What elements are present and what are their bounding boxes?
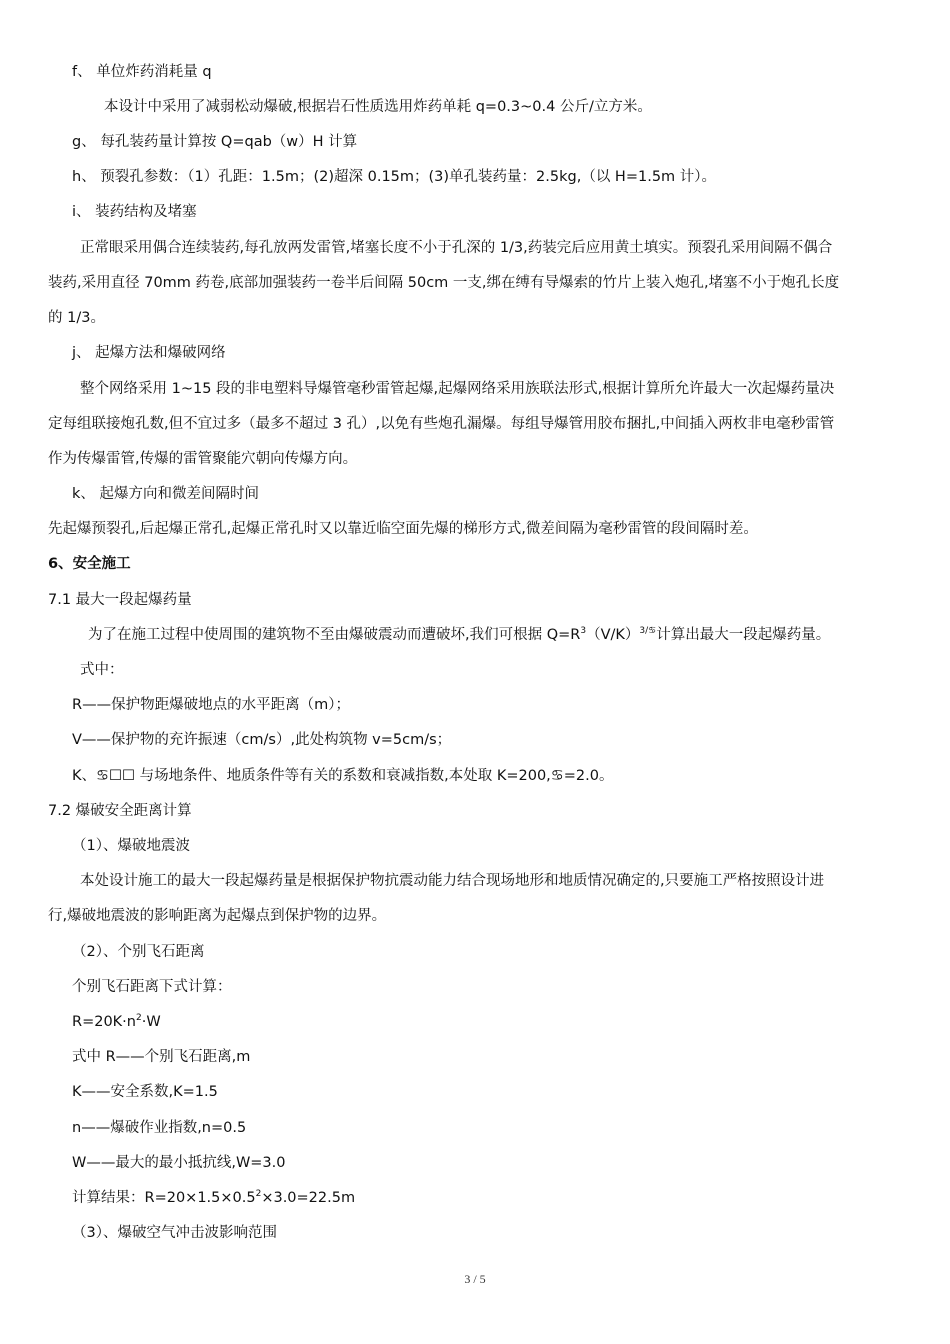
item-j-body-line-3: 作为传爆雷管,传爆的雷管聚能穴朝向传爆方向。 bbox=[48, 451, 358, 467]
formula-part: ·W bbox=[141, 1014, 161, 1030]
subsection-2-heading: （2）、个别飞石距离 bbox=[72, 944, 205, 960]
item-f-body: 本设计中采用了减弱松动爆破,根据岩石性质选用炸药单耗 q=0.3~0.4 公斤/立方米。 bbox=[104, 99, 652, 115]
definition-v: V——保护物的充许振速（cm/s）,此处构筑物 v=5cm/s； bbox=[72, 732, 452, 748]
item-i-heading: i、 装药结构及堵塞 bbox=[72, 204, 197, 220]
result-part: ×3.0=22.5m bbox=[261, 1190, 356, 1206]
subsection-3-heading: （3）、爆破空气冲击波影响范围 bbox=[72, 1225, 277, 1241]
item-i-body-line-3: 的 1/3。 bbox=[48, 310, 105, 326]
item-k-body: 先起爆预裂孔,后起爆正常孔,起爆正常孔时又以靠近临空面先爆的梯形方式,微差间隔为毫秒雷管的段间隔时差。 bbox=[48, 521, 758, 537]
section-7-2-heading: 7.2 爆破安全距离计算 bbox=[48, 803, 192, 819]
item-j-heading: j、 起爆方法和爆破网络 bbox=[72, 345, 226, 361]
superscript: 3 bbox=[580, 626, 587, 637]
definition-n: n——爆破作业指数,n=0.5 bbox=[72, 1120, 247, 1136]
definition-w: W——最大的最小抵抗线,W=3.0 bbox=[72, 1155, 286, 1171]
subsection-1-body-line-2: 行,爆破地震波的影响距离为起爆点到保护物的边界。 bbox=[48, 908, 387, 924]
superscript: 2 bbox=[255, 1189, 262, 1200]
section-7-1-body bbox=[88, 625, 830, 645]
body-text-part: 计算出最大一段起爆药量。 bbox=[656, 627, 831, 643]
subsection-2-intro: 个别飞石距离下式计算： bbox=[72, 979, 232, 995]
item-j-body-line-2: 定每组联接炮孔数,但不宜过多（最多不超过 3 孔）,以免有些炮孔漏爆。每组导爆管用胶布捆扎,中间插入两枚非电毫秒雷管 bbox=[48, 416, 835, 432]
body-text-part: （V/K） bbox=[586, 627, 640, 643]
subsection-1-body-line-1: 本处设计施工的最大一段起爆药量是根据保护物抗震动能力结合现场地形和地质情况确定的,只要施工严格按照设计进 bbox=[80, 873, 825, 889]
where-label: 式中： bbox=[80, 662, 124, 678]
section-6-heading: 6、安全施工 bbox=[48, 556, 131, 572]
item-i-body-line-1: 正常眼采用偶合连续装药,每孔放两发雷管,堵塞长度不小于孔深的 1/3,药装完后应用黄土填实。预裂孔采用间隔不偶合 bbox=[80, 240, 833, 256]
formula-part: R=20K·n bbox=[72, 1014, 136, 1030]
section-7-1-heading: 7.1 最大一段起爆药量 bbox=[48, 592, 192, 608]
body-text-part: 为了在施工过程中使周围的建筑物不至由爆破震动而遭破坏,我们可根据 Q=R bbox=[88, 627, 581, 643]
definition-k: K、♋☐☐ 与场地条件、地质条件等有关的系数和衰减指数,本处取 K=200,♋=2.0。 bbox=[72, 768, 614, 784]
item-f-heading: f、 单位炸药消耗量 q bbox=[72, 64, 212, 80]
definition-k2: K——安全系数,K=1.5 bbox=[72, 1084, 218, 1100]
result-part: 计算结果：R=20×1.5×0.5 bbox=[72, 1190, 256, 1206]
definition-r: R——保护物距爆破地点的水平距离（m）； bbox=[72, 697, 350, 713]
superscript: 2 bbox=[135, 1013, 142, 1024]
page-number: 3 / 5 bbox=[464, 1272, 486, 1286]
item-h-heading: h、 预裂孔参数：（1）孔距：1.5m；(2)超深 0.15m；(3)单孔装药量：2.5kg,（以 H=1.5m 计）。 bbox=[72, 169, 717, 185]
item-k-heading: k、 起爆方向和微差间隔时间 bbox=[72, 486, 260, 502]
superscript: 3/♋ bbox=[639, 626, 657, 637]
item-g-heading: g、 每孔装药量计算按 Q=qab（w）H 计算 bbox=[72, 134, 358, 150]
definition-r2: 式中 R——个别飞石距离,m bbox=[72, 1049, 251, 1065]
flyrock-formula bbox=[72, 1012, 161, 1032]
item-j-body-line-1: 整个网络采用 1~15 段的非电塑料导爆管毫秒雷管起爆,起爆网络采用族联法形式,根据计算所允许最大一次起爆药量决 bbox=[80, 381, 835, 397]
calculation-result bbox=[72, 1188, 355, 1208]
subsection-1-heading: （1）、爆破地震波 bbox=[72, 838, 190, 854]
item-i-body-line-2: 装药,采用直径 70mm 药卷,底部加强装药一卷半后间隔 50cm 一支,绑在缚有导爆索的竹片上装入炮孔,堵塞不小于炮孔长度 bbox=[48, 275, 840, 291]
